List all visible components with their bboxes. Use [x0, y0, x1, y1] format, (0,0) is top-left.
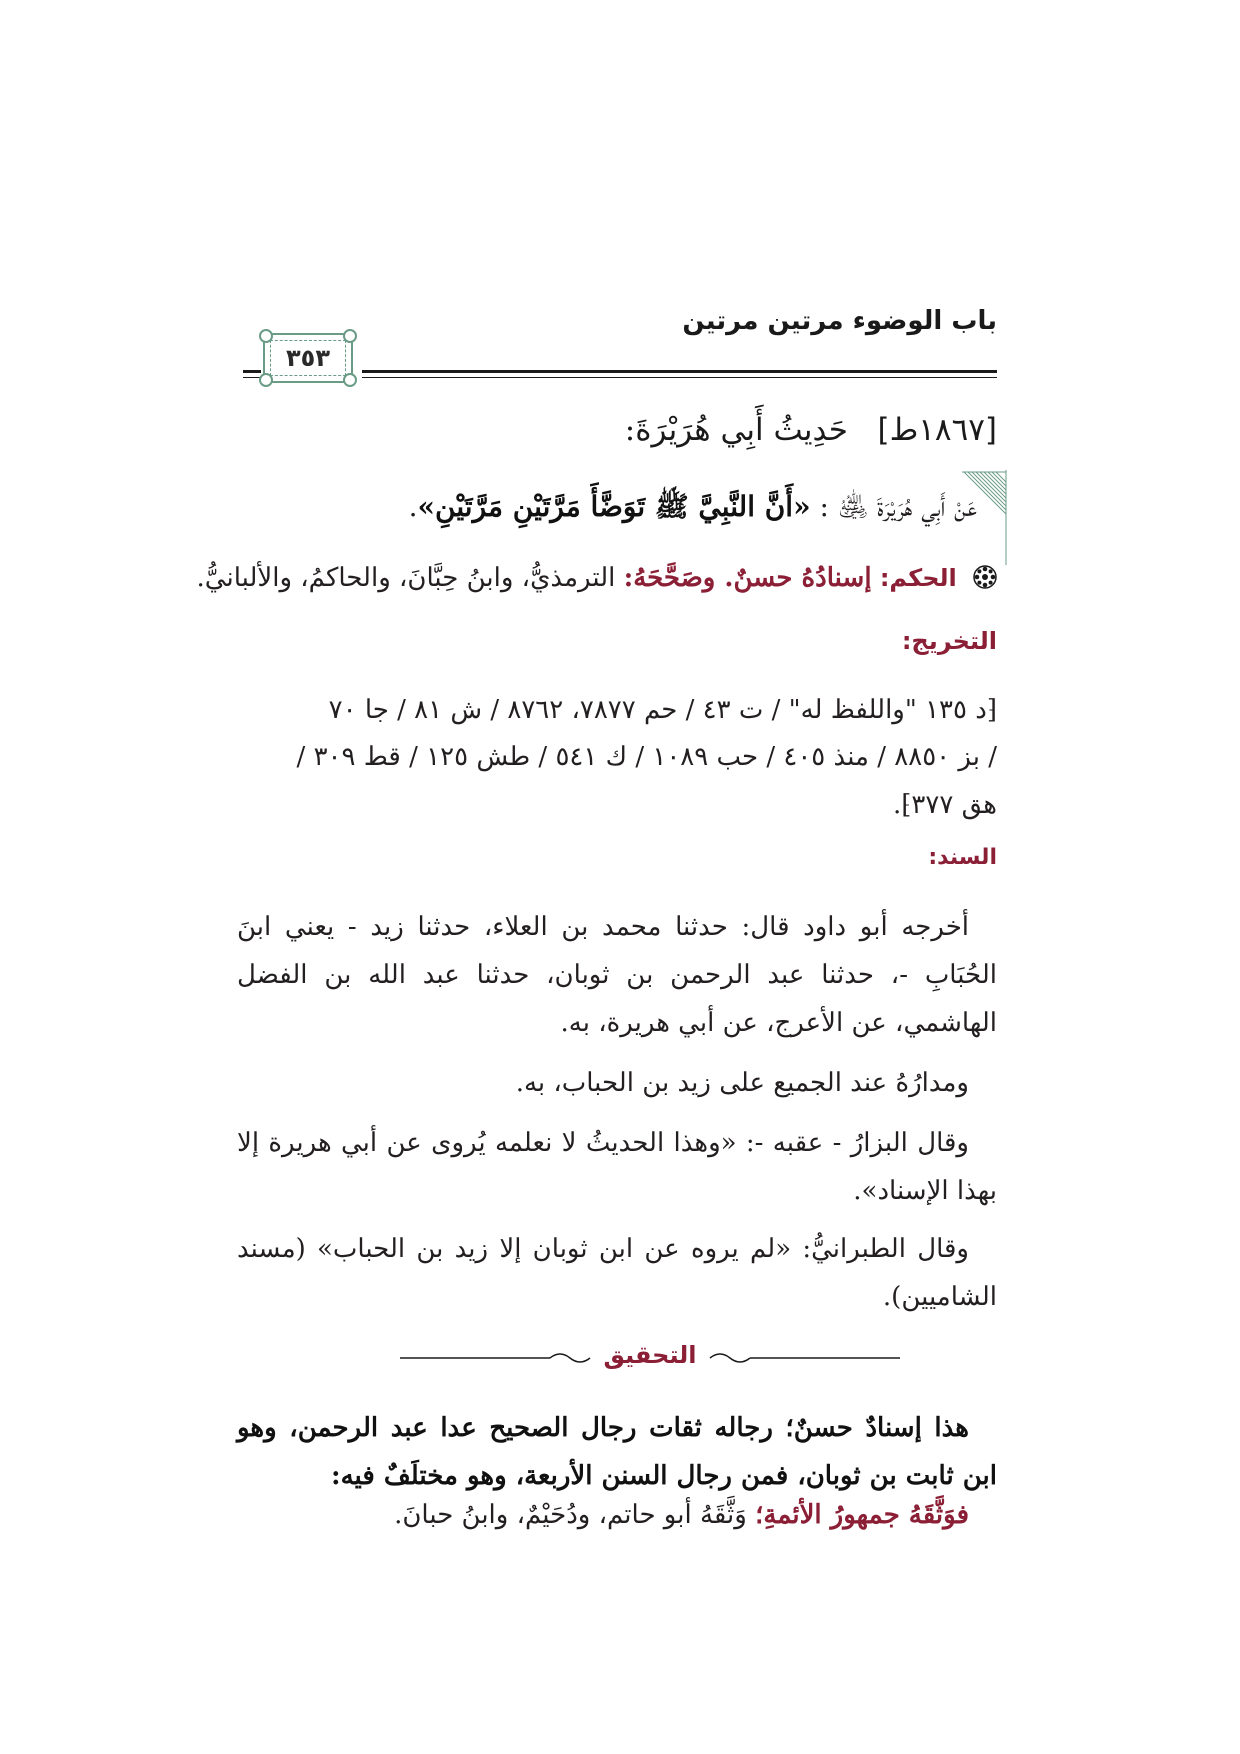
hukm-line — [197, 563, 997, 593]
header-rule-right-thin — [362, 377, 997, 378]
sanad-paragraph-1: أخرجه أبو داود قال: حدثنا محمد بن العلاء، حدثنا زيد - يعني ابنَ الحُبَابِ -، حدثنا عبد الرحمن بن ثوبان، حدثنا عبد الله بن الفضل الهاشمي، عن الأعرج، عن أبي هريرة، به. — [237, 912, 997, 1038]
takhrij-line-3: هق ٣٧٧⁆. — [893, 790, 997, 820]
hadith-number: [١٨٦٧ط] — [877, 412, 997, 448]
hadith-narrator: عَنْ أَبِي هُرَيْرَةَ ﵁ : — [819, 490, 977, 523]
rosette-icon — [973, 565, 997, 589]
hukm-scholars: الترمذيُّ، وابنُ حِبَّانَ، والحاكمُ، والألبانيُّ. — [196, 563, 616, 593]
hadith-title: حَدِيثُ أَبِي هُرَيْرَةَ: — [624, 412, 848, 448]
takhrij-label: التخريج: — [901, 627, 997, 655]
hukm-label: الحكم: — [879, 564, 957, 592]
hadith-text: عَنْ أَبِي هُرَيْرَةَ ﵁ : «أَنَّ النَّبِيَّ ﷺ تَوَضَّأَ مَرَّتَيْنِ مَرَّتَيْنِ». — [408, 490, 977, 523]
page-number: ٣٥٣ — [286, 344, 330, 372]
tahqiq-tawthiq: وَثَّقَهُ أبو حاتم، ودُحَيْمٌ، وابنُ حبانَ. — [394, 1500, 747, 1530]
takhrij-line-2: / بز ٨٨٥٠ / منذ ٤٠٥ / حب ١٠٨٩ / ك ٥٤١ / طش ١٢٥ / قط ٣٠٩ / — [296, 742, 997, 772]
sanad-paragraph-4: وقال الطبرانيُّ: «لم يروه عن ابن ثوبان إلا زيد بن الحباب» (مسند الشاميين). — [237, 1234, 997, 1312]
tahqiq-divider — [400, 1343, 900, 1373]
tahqiq-paragraph-1: هذا إسنادٌ حسنٌ؛ رجاله ثقات رجال الصحيح عدا عبد الرحمن، وهو ابن ثابت بن ثوبان، فمن رجال السنن الأربعة، وهو مختلَفٌ فيه: — [237, 1413, 997, 1491]
sanad-paragraph-3: وقال البزارُ - عقبه -: «وهذا الحديثُ لا نعلمه يُروى عن أبي هريرة إلا بهذا الإسناد». — [237, 1128, 997, 1206]
running-title: باب الوضوء مرتين مرتين — [682, 306, 997, 336]
hukm-grade: إسنادُهُ حسنٌ. وصَحَّحَهُ: — [623, 563, 872, 593]
sanad-paragraph-2: ومدارُهُ عند الجميع على زيد بن الحباب، به. — [515, 1068, 969, 1098]
tahqiq-majority: فوَثَّقَهُ جمهورُ الأئمةِ؛ — [755, 1500, 969, 1530]
hadith-matn: «أَنَّ النَّبِيَّ ﷺ تَوَضَّأَ مَرَّتَيْنِ مَرَّتَيْنِ» — [417, 490, 811, 523]
tahqiq-label: التحقيق — [603, 1341, 697, 1369]
hadith-heading — [625, 412, 997, 448]
header-rule-right — [362, 370, 997, 373]
sanad-label: السند: — [928, 845, 997, 870]
tahqiq-last-line — [394, 1500, 969, 1530]
header-rule-left — [243, 370, 261, 373]
page-number-frame — [263, 333, 353, 383]
takhrij-line-1: ⁅د ١٣٥ "واللفظ له" / ت ٤٣ / حم ٧٨٧٧، ٨٧٦٢ / ش ٨١ / جا ٧٠ — [328, 695, 997, 725]
